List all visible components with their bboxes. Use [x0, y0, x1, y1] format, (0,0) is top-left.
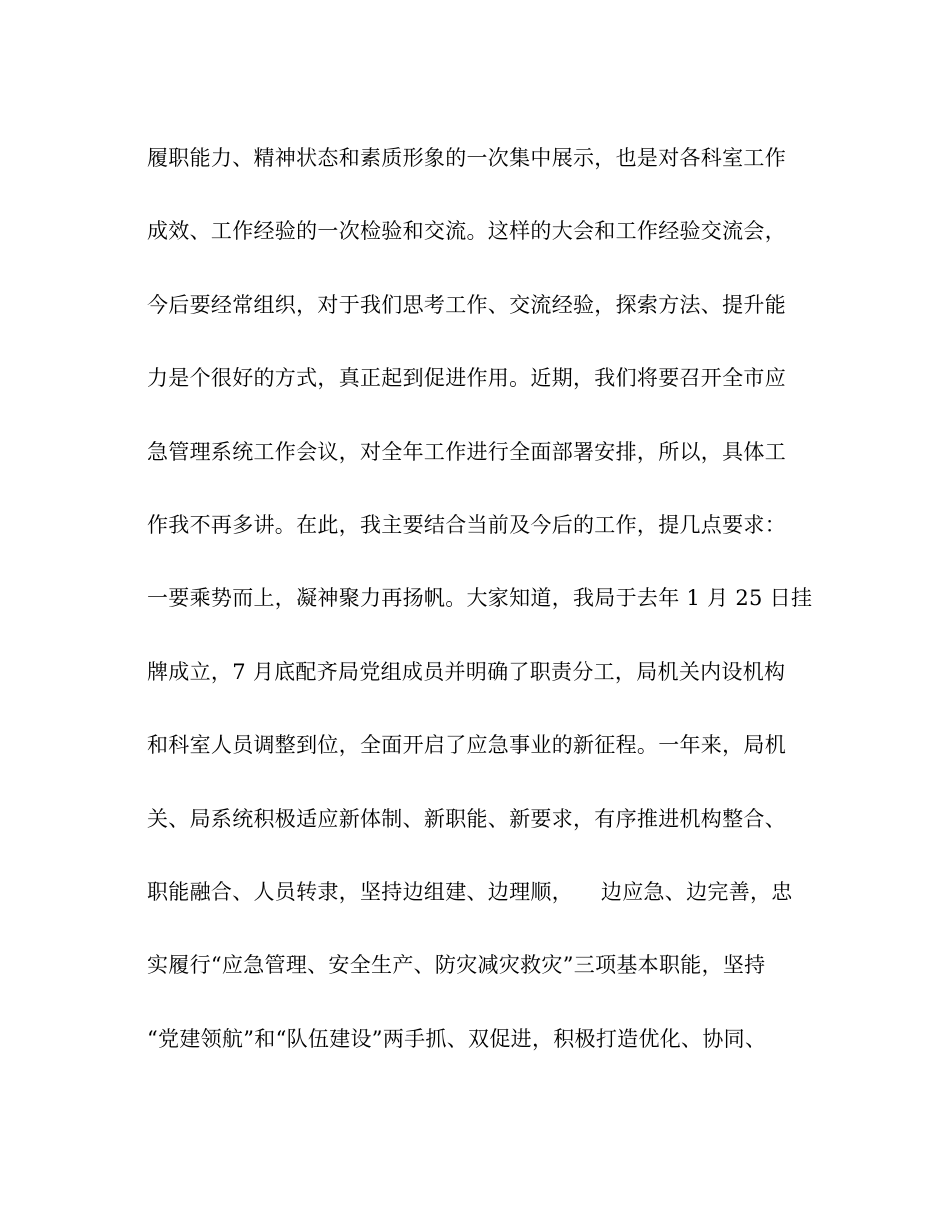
text-line: “党建领航”和“队伍建设”两手抓、双促进，积极打造优化、协同、: [147, 1026, 767, 1051]
text-line: 急管理系统工作会议，对全年工作进行全面部署安排，所以，具体工: [147, 439, 786, 464]
text-line: 力是个很好的方式，真正起到促进作用。近期，我们将要召开全市应: [147, 366, 786, 391]
text-line: 实履行“应急管理、安全生产、防灾减灾救灾”三项基本职能，坚持: [147, 953, 766, 978]
body-text: [147, 138, 827, 1092]
text-line: 牌成立，7 月底配齐局党组成员并明确了职责分工，局机关内设机构: [147, 659, 786, 684]
text-line: 作我不再多讲。在此，我主要结合当前及今后的工作，提几点要求：: [147, 512, 786, 537]
text-line: 履职能力、精神状态和素质形象的一次集中展示，也是对各科室工作: [147, 146, 786, 170]
text-line: 一要乘势而上，凝神聚力再扬帆。大家知道，我局于去年 1 月 25 日挂: [147, 586, 813, 611]
text-line: 和科室人员调整到位，全面开启了应急事业的新征程。一年来，局机: [147, 733, 786, 758]
text-line: 关、局系统积极适应新体制、新职能、新要求，有序推进机构整合、: [147, 806, 786, 831]
text-line: 成效、工作经验的一次检验和交流。这样的大会和工作经验交流会，: [147, 219, 786, 244]
text-line: 今后要经常组织，对于我们思考工作、交流经验，探索方法、提升能: [147, 292, 786, 317]
text-line: 职能融合、人员转隶，坚持边组建、边理顺， 边应急、边完善，忠: [147, 879, 793, 904]
